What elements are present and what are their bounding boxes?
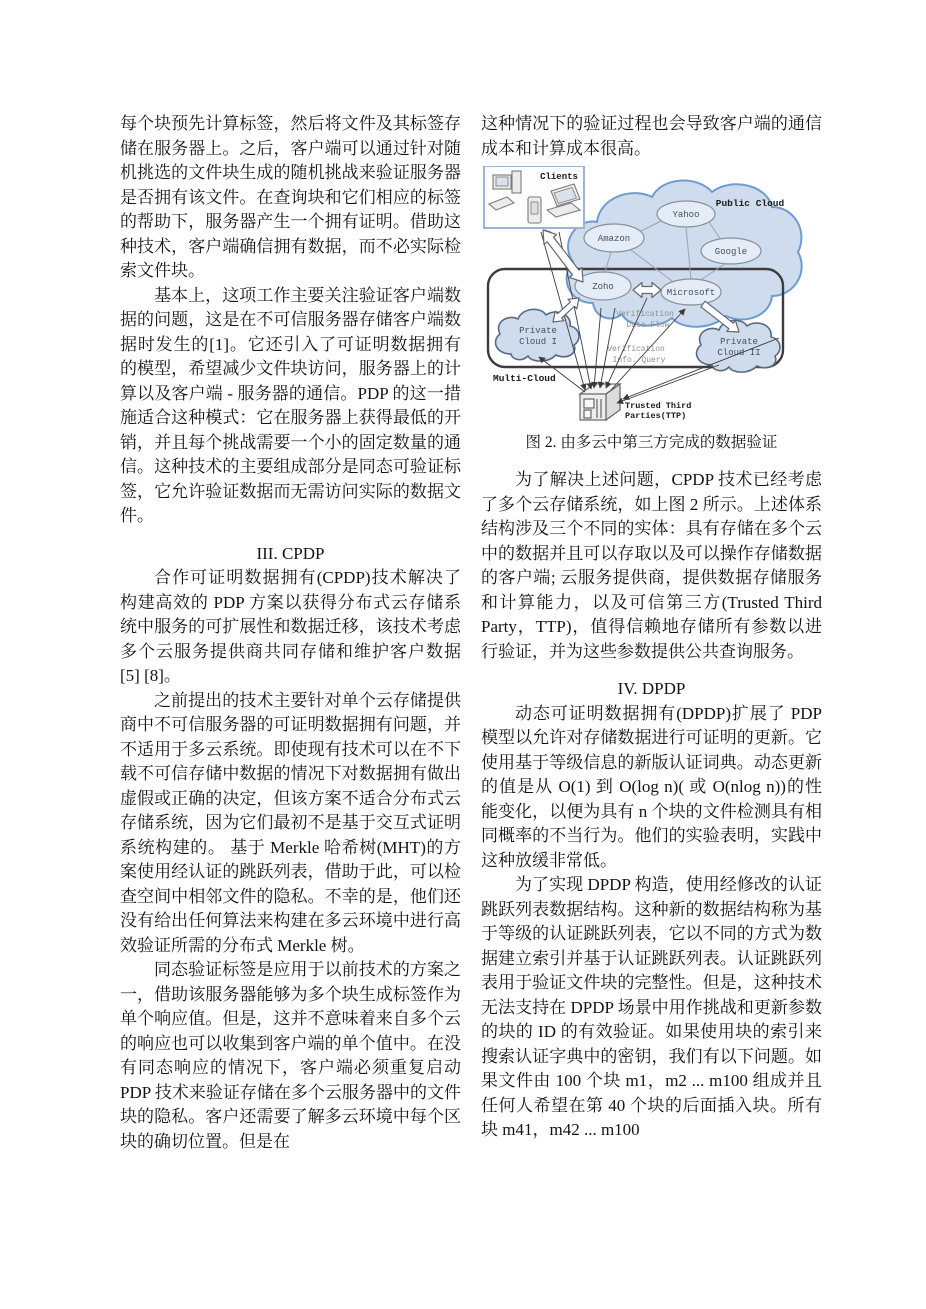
paragraph-homomorphic-tags: 同态验证标签是应用于以前技术的方案之一，借助该服务器能够为多个块生成标签作为单个响应值。但是，这并不意味着来自多个云的响应也可以收集到客户端的单个值中。在没有同态响应的情况下，客户端必须重复启动 PDP 技术来验证存储在多个云服务器中的文件块的隐私。客户还需要了解多云环境中每个区块的确切位置。但是在 xyxy=(120,960,461,1151)
google-label: Google xyxy=(714,247,748,257)
clients-box xyxy=(484,166,584,228)
verification-info-query-label-line2: Info. Query xyxy=(612,356,666,365)
ttp-label-line1: Trusted Third xyxy=(625,401,692,411)
section-heading-cpdp: III. CPDP xyxy=(256,543,325,563)
paragraph-verification-cost: 这种情况下的验证过程也会导致客户端的通信成本和计算成本很高。 xyxy=(481,114,822,158)
private-cloud-1-label-line2: Cloud I xyxy=(519,337,557,347)
private-cloud-2-label-line2: Cloud II xyxy=(717,348,761,358)
multi-cloud-label: Multi-Cloud xyxy=(493,373,556,384)
paragraph-tagging-scheme: 每个块预先计算标签，然后将文件及其标签存储在服务器上。之后，客户端可以通过针对随机挑选的文件块生成的随机挑战来验证服务器是否拥有该文件。在查询块和它们相应的标签的帮助下，服务器产生一个拥有证明。借助这种技术，客户端确信拥有数据，而不必实际检索文件块。 xyxy=(120,114,461,280)
clients-label: Clients xyxy=(540,172,578,182)
paragraph-skip-list: 为了实现 DPDP 构造，使用经修改的认证跳跃列表数据结构。这种新的数据结构称为基于等级的认证跳跃列表，它以不同的方式为数据建立索引并基于认证跳跃列表。认证跳跃列表用于验证文件块的完整性。但是，这种技术无法支持在 DPDP 场景中用作挑战和更新参数的块的 ID 的有效验证。如果使用块的索引来搜索认证字典中的密钥，我们有以下问题。如果文件由 100 个块 m1，m2 ... m100 组成并且任何人希望在第 40 个块的后面插入块。所有块 m41，m42 ... m100 xyxy=(481,875,822,1139)
ttp-label-line2: Parties(TTP) xyxy=(625,411,687,421)
figure-2-multicloud-diagram xyxy=(481,166,822,428)
section-heading-dpdp: IV. DPDP xyxy=(617,679,686,698)
yahoo-label: Yahoo xyxy=(672,210,700,220)
private-cloud-1-label-line1: Private xyxy=(519,326,557,336)
amazon-label: Amazon xyxy=(597,234,631,244)
multicloud-architecture-svg xyxy=(481,166,816,428)
left-column xyxy=(120,112,461,1154)
private-cloud-1 xyxy=(496,309,579,361)
right-column xyxy=(481,112,822,1143)
paragraph-cpdp-intro: 合作可证明数据拥有(CPDP)技术解决了构建高效的 PDP 方案以获得分布式云存储系统中服务的可扩展性和数据迁移，该技术考虑多个云服务提供商共同存储和维护客户数据[5] [8]。 xyxy=(120,568,461,685)
paragraph-dpdp-intro: 动态可证明数据拥有(DPDP)扩展了 PDP 模型以允许对存储数据进行可证明的更新。它使用基于等级信息的新版认证词典。动态更新的值是从 O(1) 到 O(log n)( 或 O(nlog n))的性能变化，以便为具有 n 个块的文件检测具有相同概率的不当行为。他们的实验表明，实践中这种放缓非常低。 xyxy=(481,703,822,870)
verification-data-flow-label-line1: Verification xyxy=(616,310,674,319)
verification-data-flow-label-line2: Data Flow xyxy=(626,321,670,330)
zoho-label: Zoho xyxy=(592,282,614,292)
paragraph-single-cloud-limits: 之前提出的技术主要针对单个云存储提供商中不可信服务器的可证明数据拥有问题，并不适用于多云系统。即使现有技术可以在不下载不可信存储中数据的情况下对数据拥有做出虚假或正确的决定，但该方案不适合分布式云存储系统，因为它们最初不是基于交互式证明系统构建的。 基于 Merkle 哈希树(MHT)的方案使用经认证的跳跃列表，借助于此，可以检查空间中相邻文件的隐私。不幸的是，他们还没有给出任何算法来构建在多云环境中进行高效验证所需的分布式 Merkle 树。 xyxy=(120,690,461,955)
phone-icon xyxy=(528,197,541,223)
private-cloud-2-label-line1: Private xyxy=(720,337,758,347)
paragraph-pdp-model: 基本上，这项工作主要关注验证客户端数据的问题，这是在不可信服务器存储客户端数据时发生的[1]。它还引入了可证明数据拥有的模型，希望减少文件块访问，服务器上的计算以及客户端 - 服务器的通信。PDP 的这一措施适合这种模式：它在服务器上获得最低的开销，并且每个挑战需要一个小的固定数量的通信。这种技术的主要组成部分是同态可验证标签，它允许验证数据而无需访问实际的数据文件。 xyxy=(120,285,461,525)
figure-2-caption: 图 2. 由多云中第三方完成的数据验证 xyxy=(525,434,778,451)
public-cloud-label: Public Cloud xyxy=(715,198,785,209)
microsoft-label: Microsoft xyxy=(666,288,716,298)
trusted-third-party-icon xyxy=(580,384,620,420)
paragraph-cpdp-entities: 为了解决上述问题，CPDP 技术已经考虑了多个云存储系统，如上图 2 所示。上述体系结构涉及三个不同的实体：具有存储在多个云中的数据并且可以存取以及可以操作存储数据的客户端; 云服务提供商，提供数据存储服务和计算能力，以及可信第三方(Trusted Third Party，TTP)，值得信赖地存储所有参数以进行验证，并为这些参数提供公共查询服务。 xyxy=(481,470,822,661)
verification-info-query-label-line1: Verification xyxy=(607,345,665,354)
